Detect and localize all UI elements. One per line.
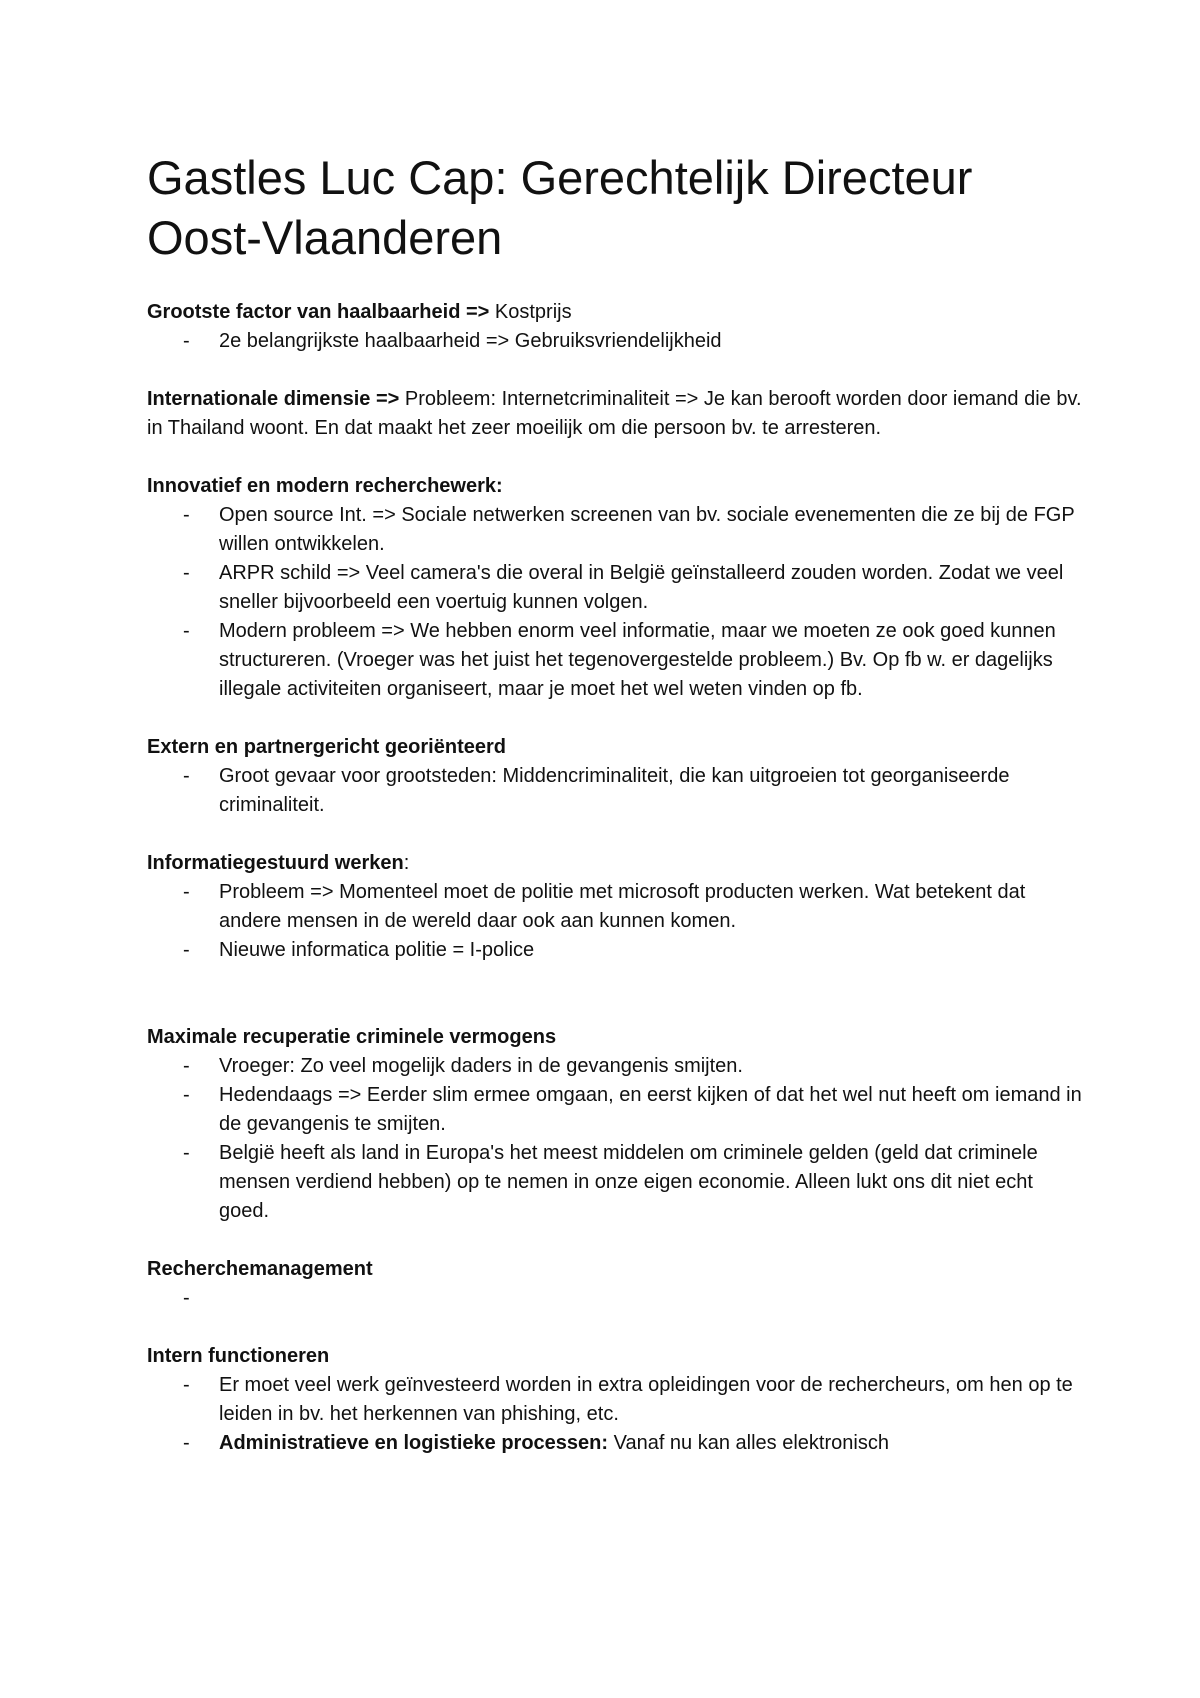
section-heading-line (147, 1342, 1087, 1371)
list-item (147, 1081, 1087, 1139)
list-item-text: Vroeger: Zo veel mogelijk daders in de gevangenis smijten. (219, 1055, 743, 1077)
bullet-dash: - (183, 1287, 190, 1309)
list-item-text: België heeft als land in Europa's het meest middelen om criminele gelden (geld dat criminele mensen verdiend hebben) op te nemen in onze eigen economie. Alleen lukt ons dit niet echt goed. (219, 1142, 1038, 1222)
section-heading: Intern functioneren (147, 1345, 330, 1367)
list-item-text: Er moet veel werk geïnvesteerd worden in extra opleidingen voor de rechercheurs, om hen op te leiden in bv. het herkennen van phishing, etc. (219, 1374, 1073, 1425)
list-item (147, 1371, 1087, 1429)
section-heading-line (147, 849, 1087, 878)
section-recherchemanagement (147, 1255, 1087, 1313)
list-item (147, 878, 1087, 936)
bullet-dash: - (183, 1142, 190, 1164)
bullet-dash: - (183, 562, 190, 584)
section-heading: Innovatief en modern recherchewerk: (147, 475, 503, 497)
bullet-dash: - (183, 881, 190, 903)
section-heading-line (147, 298, 1087, 327)
section-heading: Extern en partnergericht georiënteerd (147, 736, 506, 758)
list-item-text: Open source Int. => Sociale netwerken screenen van bv. sociale evenementen die ze bij de FGP willen ontwikkelen. (219, 504, 1075, 555)
bullet-list (147, 1371, 1087, 1458)
section-intern (147, 1342, 1087, 1458)
section-heading: Grootste factor van haalbaarheid => (147, 301, 490, 323)
list-item-text: Vanaf nu kan alles elektronisch (608, 1432, 889, 1454)
section-haalbaarheid (147, 298, 1087, 356)
document-title: Gastles Luc Cap: Gerechtelijk Directeur Oost-Vlaanderen (147, 151, 973, 264)
section-text: Kostprijs (489, 301, 572, 323)
bullet-dash: - (183, 765, 190, 787)
list-item (147, 559, 1087, 617)
section-text: : (403, 852, 410, 874)
section-heading-line (147, 1255, 1087, 1284)
bullet-dash: - (183, 1432, 190, 1454)
list-item-text: Groot gevaar voor grootsteden: Middencriminaliteit, die kan uitgroeien tot georganiseerde criminaliteit. (219, 765, 1010, 816)
bullet-dash: - (183, 620, 190, 642)
section-heading-line (147, 472, 1087, 501)
section-heading: Maximale recuperatie criminele vermogens (147, 1026, 557, 1048)
section-heading-line (147, 1023, 1087, 1052)
bullet-dash: - (183, 939, 190, 961)
bullet-dash: - (183, 330, 190, 352)
bullet-dash: - (183, 1374, 190, 1396)
section-heading: Internationale dimensie => (147, 388, 400, 410)
section-heading-line (147, 733, 1087, 762)
bullet-list (147, 762, 1087, 820)
list-item-text: ARPR schild => Veel camera's die overal in België geïnstalleerd zouden worden. Zodat we veel sneller bijvoorbeeld een voertuig kunnen volgen. (219, 562, 1064, 613)
list-item (147, 1052, 1087, 1081)
list-item-text: Hedendaags => Eerder slim ermee omgaan, en eerst kijken of dat het wel nut heeft om iemand in de gevangenis te smijten. (219, 1084, 1082, 1135)
bullet-list (147, 1052, 1087, 1226)
bullet-dash: - (183, 1084, 190, 1106)
list-item (147, 327, 1087, 356)
list-item-bold-lead: Administratieve en logistieke processen: (219, 1432, 609, 1454)
bullet-dash: - (183, 504, 190, 526)
section-informatiegestuurd (147, 849, 1087, 965)
list-item (147, 936, 1087, 965)
document-page (147, 148, 1087, 1487)
bullet-list (147, 327, 1087, 356)
section-recuperatie (147, 1023, 1087, 1226)
list-item (147, 1429, 1087, 1458)
list-item (147, 501, 1087, 559)
list-item-text: 2e belangrijkste haalbaarheid => Gebruiksvriendelijkheid (219, 330, 722, 352)
list-item-text: Nieuwe informatica politie = I-police (219, 939, 535, 961)
bullet-list (147, 501, 1087, 704)
section-heading: Recherchemanagement (147, 1258, 373, 1280)
section-extern (147, 733, 1087, 820)
list-item-text: Probleem => Momenteel moet de politie met microsoft producten werken. Wat betekent dat andere mensen in de wereld daar ook aan kunnen komen. (219, 881, 1026, 932)
bullet-dash: - (183, 1055, 190, 1077)
list-item-text: Modern probleem => We hebben enorm veel informatie, maar we moeten ze ook goed kunnen structureren. (Vroeger was het juist het tegenovergestelde probleem.) Bv. Op fb w. er dagelijks illegale activiteiten organiseert, maar je moet het wel weten vinden op fb. (219, 620, 1056, 700)
section-innovatief (147, 472, 1087, 704)
list-item (147, 762, 1087, 820)
list-item (147, 1139, 1087, 1226)
list-item (147, 1284, 1087, 1313)
bullet-list (147, 878, 1087, 965)
list-item (147, 617, 1087, 704)
section-text: Probleem: Internetcriminaliteit => Je kan berooft worden door iemand die bv. in Thailand woont. En dat maakt het zeer moeilijk om die persoon bv. te arresteren. (147, 388, 1082, 439)
section-internationaal (147, 385, 1087, 443)
section-heading: Informatiegestuurd werken (147, 852, 404, 874)
bullet-list (147, 1284, 1087, 1313)
section-paragraph (147, 385, 1087, 443)
